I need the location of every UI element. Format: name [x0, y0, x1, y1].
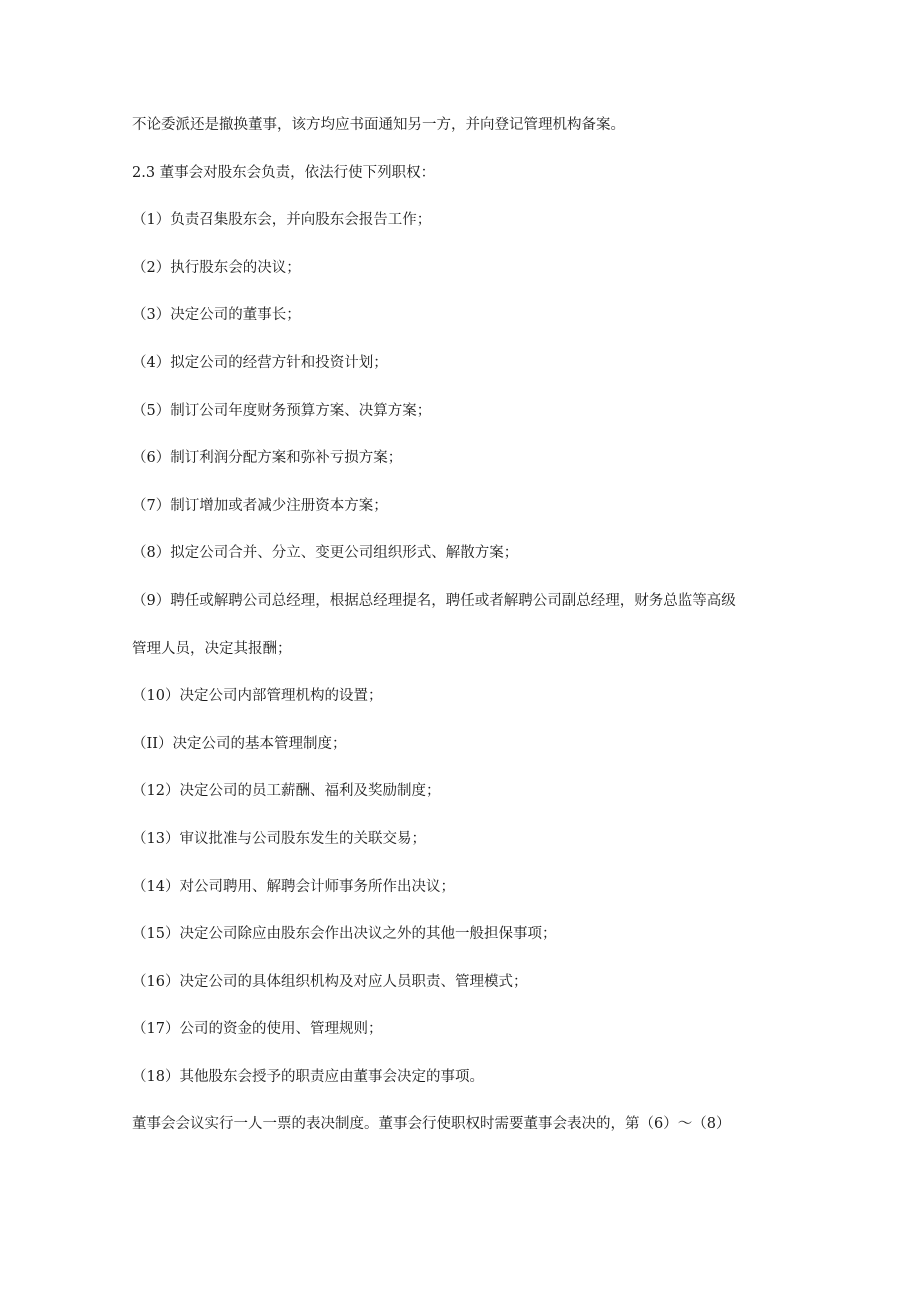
list-item: （18）其他股东会授予的职责应由董事会决定的事项。: [132, 1068, 484, 1085]
paragraph-line: 董事会会议实行一人一票的表决制度。董事会行使职权时需要董事会表决的，第（6）～（8）: [132, 1116, 731, 1133]
section-heading: 2.3 董事会对股东会负责，依法行使下列职权：: [132, 164, 436, 181]
list-item: （3）决定公司的董事长；: [132, 307, 301, 324]
list-item: （12）决定公司的员工薪酬、福利及奖励制度；: [132, 783, 441, 800]
list-item: （14）对公司聘用、解聘会计师事务所作出决议；: [132, 878, 455, 895]
list-item: （9）聘任或解聘公司总经理，根据总经理提名，聘任或者解聘公司副总经理，财务总监等高级: [132, 592, 736, 609]
list-item: （15）决定公司除应由股东会作出决议之外的其他一般担保事项；: [132, 926, 557, 943]
list-item: （13）审议批准与公司股东发生的关联交易；: [132, 830, 426, 847]
list-item: （16）决定公司的具体组织机构及对应人员职责、管理模式；: [132, 973, 528, 990]
list-item: （2）执行股东会的决议；: [132, 259, 301, 276]
list-item: （1）负责召集股东会，并向股东会报告工作；: [132, 212, 432, 229]
list-item: （8）拟定公司合并、分立、变更公司组织形式、解散方案；: [132, 545, 519, 562]
document-body: [132, 110, 792, 1157]
list-item: （17）公司的资金的使用、管理规则；: [132, 1021, 383, 1038]
list-item: （5）制订公司年度财务预算方案、决算方案；: [132, 402, 432, 419]
list-item: （6）制订利润分配方案和弥补亏损方案；: [132, 450, 403, 467]
list-item: （4）拟定公司的经营方针和投资计划；: [132, 354, 388, 371]
list-item-continuation: 管理人员，决定其报酬；: [132, 640, 292, 657]
list-item: （II）决定公司的基本管理制度；: [132, 735, 347, 752]
list-item: （10）决定公司内部管理机构的设置；: [132, 688, 383, 705]
list-item: （7）制订增加或者减少注册资本方案；: [132, 497, 388, 514]
paragraph-line: 不论委派还是撤换董事，该方均应书面通知另一方，并向登记管理机构备案。: [132, 117, 625, 133]
